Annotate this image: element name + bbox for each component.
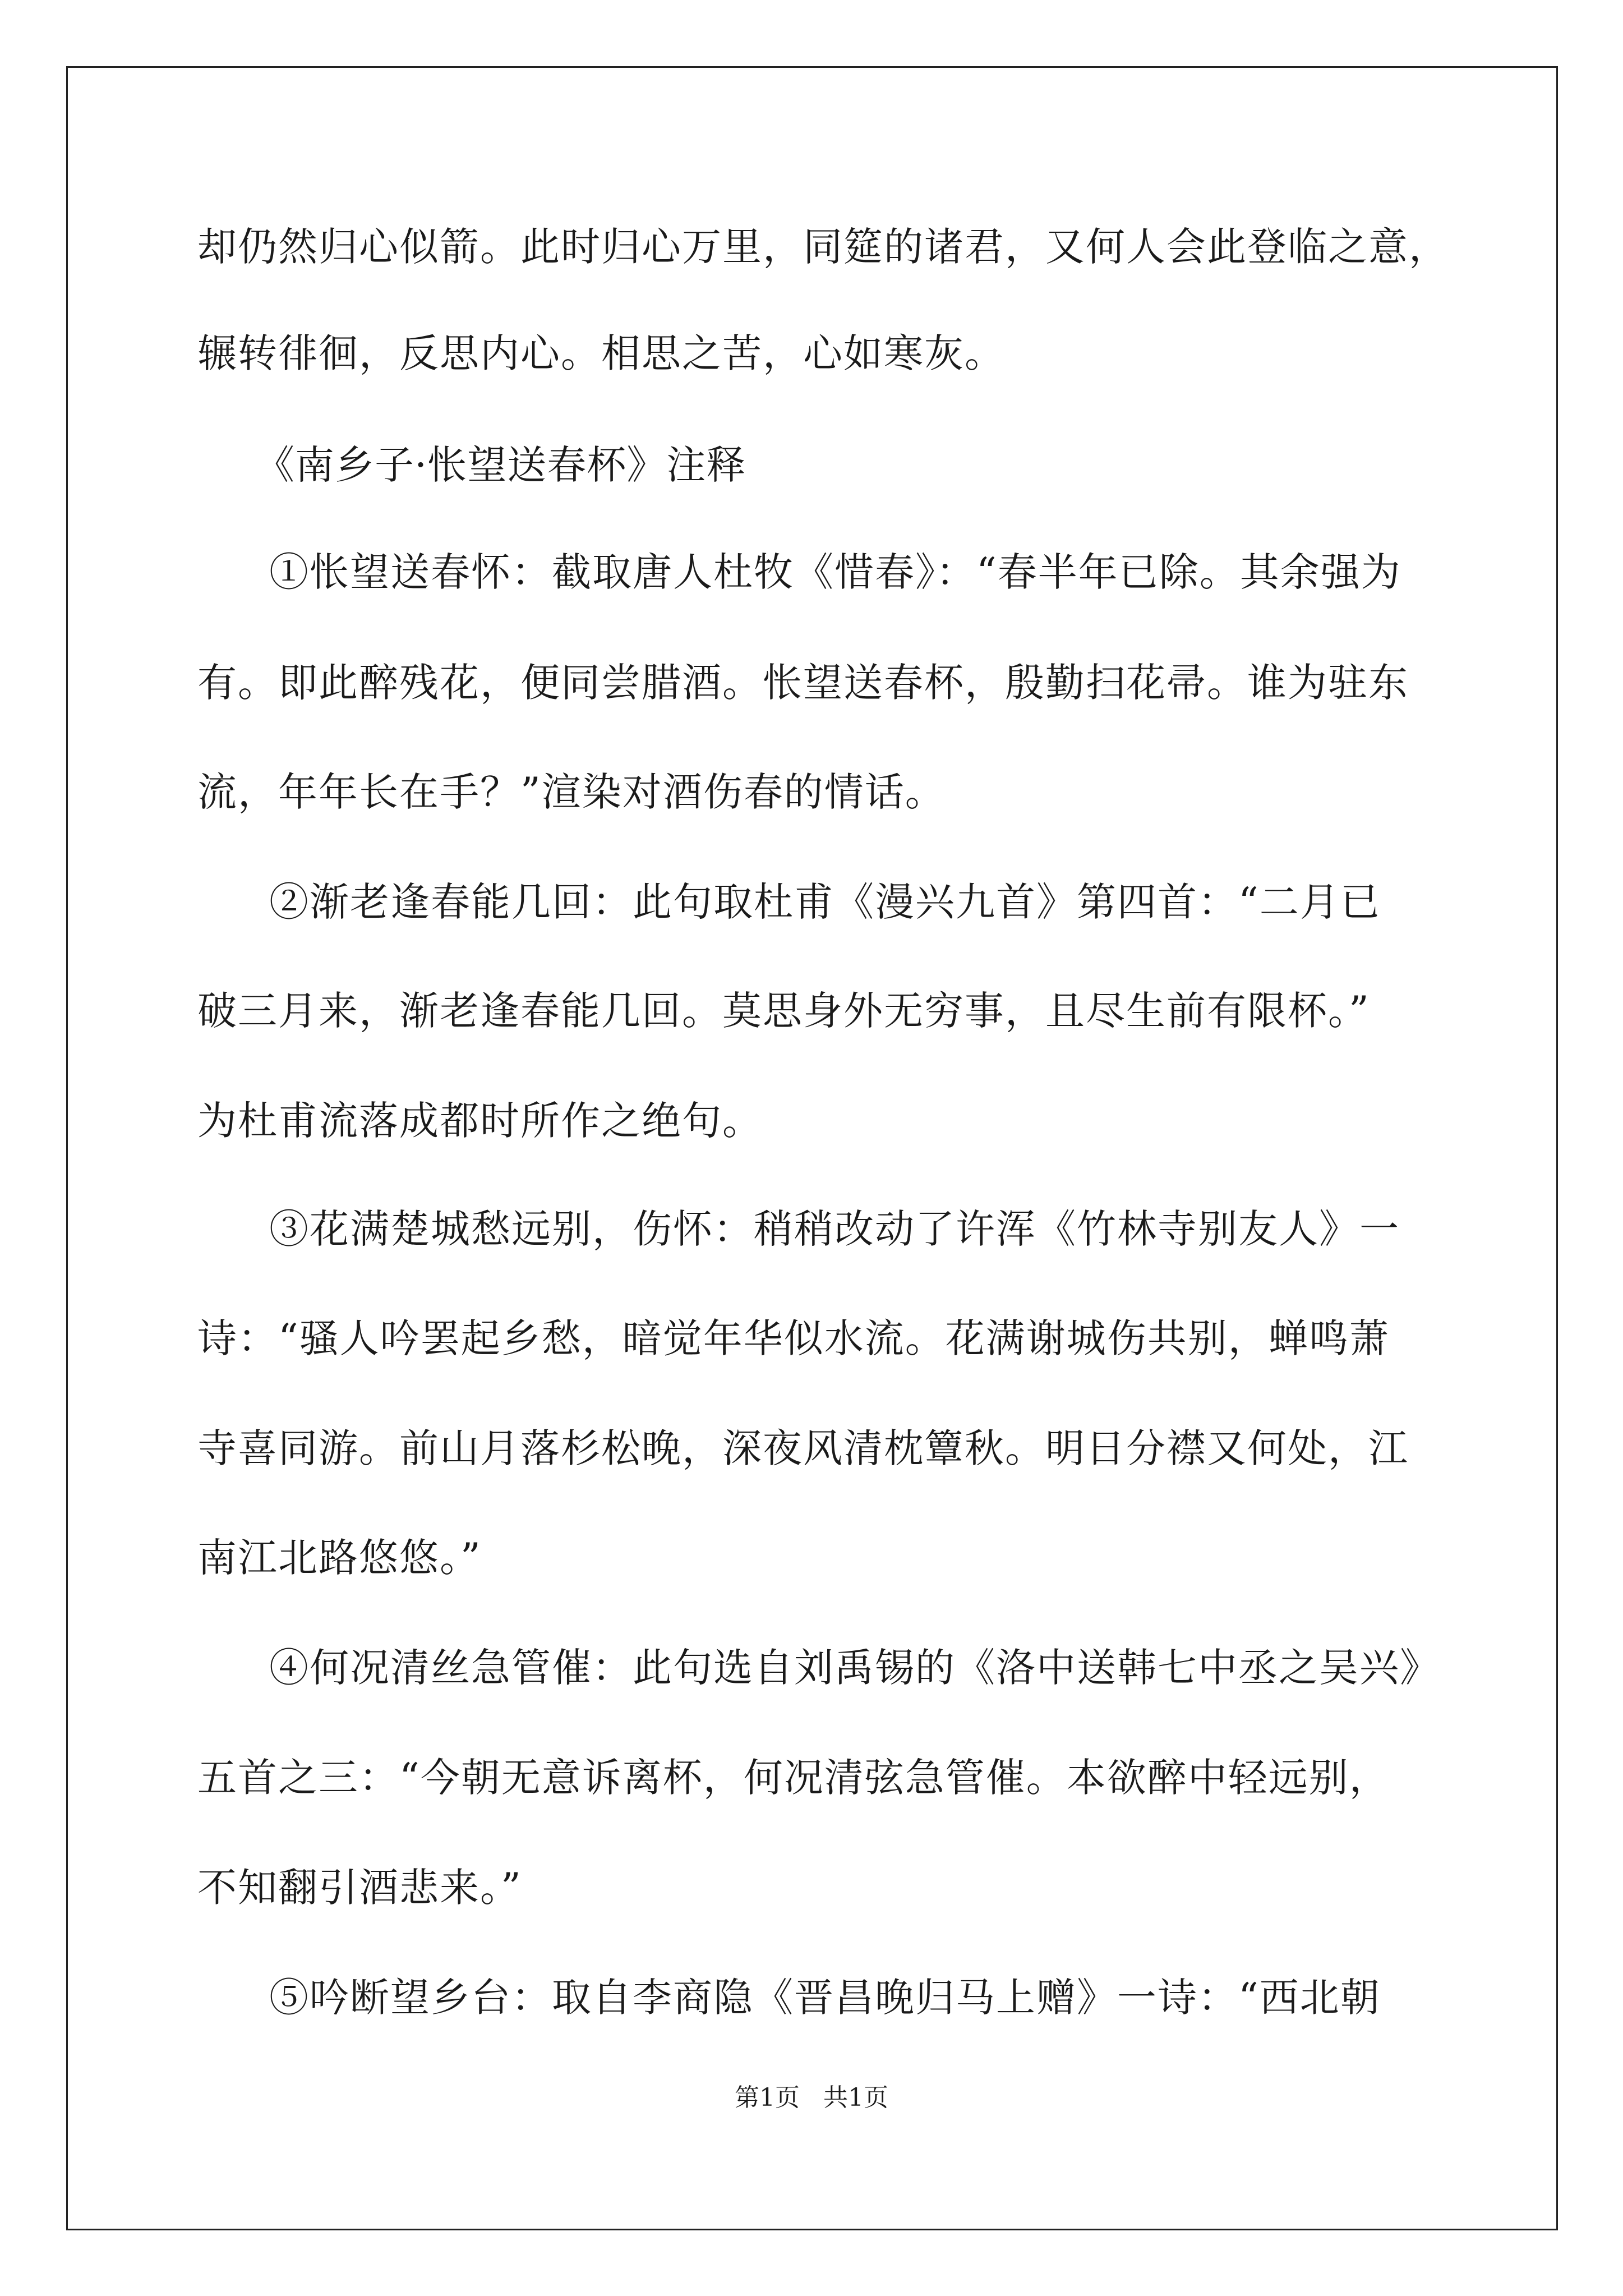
annotation-3-line: ③花满楚城愁远别，伤怀：稍稍改动了许浑《竹林寺别友人》一 [269,1206,1400,1252]
section-heading: 《南乡子·怅望送春杯》注释 [255,442,746,488]
page-total: 共1页 [823,2083,888,2112]
text-line: 辗转徘徊，反思内心。相思之苦，心如寒灰。 [197,330,1005,376]
page-footer [0,2082,1623,2114]
text-line: 五首之三：“今朝无意诉离杯，何况清弦急管催。本欲醉中轻远别， [197,1755,1390,1801]
text-line: 为杜甫流落成都时所作之绝句。 [197,1098,763,1144]
annotation-4-line: ④何况清丝急管催：此句选自刘禹锡的《洛中送韩七中丞之吴兴》 [269,1645,1440,1691]
text-line: 寺喜同游。前山月落杉松晚，深夜风清枕簟秋。明日分襟又何处，江 [197,1425,1409,1471]
annotation-5-line: ⑤吟断望乡台：取自李商隐《晋昌晚归马上赠》一诗：“西北朝 [269,1975,1381,2021]
page-number: 第1页 [735,2083,800,2112]
annotation-2-line: ②渐老逢春能几回：此句取杜甫《漫兴九首》第四首：“二月已 [269,879,1381,925]
text-line: 南江北路悠悠。” [197,1535,482,1581]
text-line: 却仍然归心似箭。此时归心万里，同筵的诸君，又何人会此登临之意， [197,224,1449,270]
text-line: 不知翻引酒悲来。” [197,1865,522,1911]
text-line: 流，年年长在手？”渲染对酒伤春的情话。 [197,769,946,815]
text-line: 诗：“骚人吟罢起乡愁，暗觉年华似水流。花满谢城伤共别，蝉鸣萧 [197,1315,1390,1361]
text-line: 破三月来，渐老逢春能几回。莫思身外无穷事，且尽生前有限杯。” [197,988,1370,1034]
text-line: 有。即此醉残花，便同尝腊酒。怅望送春杯，殷勤扫花帚。谁为驻东 [197,660,1409,706]
annotation-1-line: ①怅望送春怀：截取唐人杜牧《惜春》：“春半年已除。其余强为 [269,549,1401,595]
